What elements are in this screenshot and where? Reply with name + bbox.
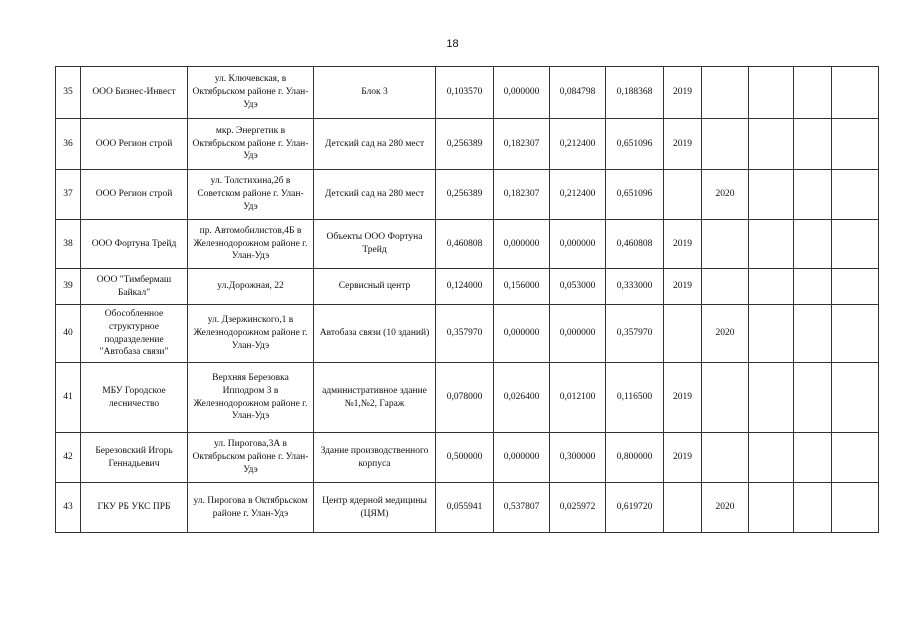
value-2-cell: 0,000000 (494, 305, 550, 363)
empty-cell (794, 170, 832, 220)
year-2019-cell: 2019 (664, 67, 702, 119)
year-2020-cell (702, 269, 749, 305)
table-row (56, 119, 879, 170)
organization-cell: ООО Бизнес-Инвест (81, 67, 188, 119)
empty-cell (749, 67, 794, 119)
empty-cell (832, 483, 879, 533)
row-number-cell: 35 (56, 67, 81, 119)
value-3-cell: 0,000000 (550, 220, 606, 269)
value-3-cell: 0,000000 (550, 305, 606, 363)
value-1-cell: 0,103570 (436, 67, 494, 119)
address-cell: ул. Толстихина,2б в Советском районе г. Улан-Удэ (188, 170, 314, 220)
value-2-cell: 0,182307 (494, 119, 550, 170)
object-cell: Сервисный центр (314, 269, 436, 305)
year-2019-cell (664, 483, 702, 533)
organization-cell: МБУ Городское лесничество (81, 363, 188, 433)
year-2020-cell (702, 220, 749, 269)
table-row (56, 433, 879, 483)
row-number-cell: 43 (56, 483, 81, 533)
address-cell: Верхняя Березовка Ипподром 3 в Железнодорожном районе г. Улан-Удэ (188, 363, 314, 433)
empty-cell (832, 363, 879, 433)
object-cell: Здание производственного корпуса (314, 433, 436, 483)
value-4-cell: 0,333000 (606, 269, 664, 305)
empty-cell (832, 433, 879, 483)
address-cell: пр. Автомобилистов,4Б в Железнодорожном районе г. Улан-Удэ (188, 220, 314, 269)
address-cell: мкр. Энергетик в Октябрьском районе г. Улан-Удэ (188, 119, 314, 170)
value-4-cell: 0,116500 (606, 363, 664, 433)
value-2-cell: 0,026400 (494, 363, 550, 433)
value-2-cell: 0,000000 (494, 67, 550, 119)
value-1-cell: 0,357970 (436, 305, 494, 363)
year-2019-cell: 2019 (664, 220, 702, 269)
row-number-cell: 42 (56, 433, 81, 483)
table-row (56, 170, 879, 220)
value-1-cell: 0,078000 (436, 363, 494, 433)
table-row (56, 67, 879, 119)
value-1-cell: 0,460808 (436, 220, 494, 269)
year-2020-cell (702, 433, 749, 483)
organization-cell: ГКУ РБ УКС ПРБ (81, 483, 188, 533)
empty-cell (749, 170, 794, 220)
year-2019-cell (664, 305, 702, 363)
value-4-cell: 0,357970 (606, 305, 664, 363)
table-row (56, 305, 879, 363)
value-4-cell: 0,800000 (606, 433, 664, 483)
empty-cell (794, 433, 832, 483)
value-4-cell: 0,651096 (606, 119, 664, 170)
year-2020-cell (702, 363, 749, 433)
empty-cell (794, 269, 832, 305)
table-body (56, 67, 879, 533)
value-3-cell: 0,084798 (550, 67, 606, 119)
year-2020-cell: 2020 (702, 483, 749, 533)
empty-cell (794, 483, 832, 533)
empty-cell (832, 305, 879, 363)
value-3-cell: 0,212400 (550, 119, 606, 170)
empty-cell (794, 363, 832, 433)
year-2019-cell: 2019 (664, 119, 702, 170)
year-2020-cell (702, 119, 749, 170)
empty-cell (749, 119, 794, 170)
year-2020-cell: 2020 (702, 305, 749, 363)
row-number-cell: 37 (56, 170, 81, 220)
empty-cell (749, 483, 794, 533)
page-number: 18 (446, 38, 459, 50)
empty-cell (749, 269, 794, 305)
empty-cell (794, 67, 832, 119)
value-2-cell: 0,000000 (494, 433, 550, 483)
organization-cell: Обособленное структурное подразделение "Автобаза связи" (81, 305, 188, 363)
organization-cell: ООО Регион строй (81, 119, 188, 170)
empty-cell (794, 220, 832, 269)
table-row (56, 483, 879, 533)
organization-cell: ООО Регион строй (81, 170, 188, 220)
row-number-cell: 38 (56, 220, 81, 269)
year-2020-cell: 2020 (702, 170, 749, 220)
value-4-cell: 0,188368 (606, 67, 664, 119)
address-cell: ул. Ключевская, в Октябрьском районе г. Улан-Удэ (188, 67, 314, 119)
value-1-cell: 0,124000 (436, 269, 494, 305)
empty-cell (749, 220, 794, 269)
address-cell: ул. Пирогова,3А в Октябрьском районе г. Улан-Удэ (188, 433, 314, 483)
year-2019-cell (664, 170, 702, 220)
empty-cell (749, 363, 794, 433)
object-cell: административное здание №1,№2, Гараж (314, 363, 436, 433)
object-cell: Автобаза связи (10 зданий) (314, 305, 436, 363)
object-cell: Объекты ООО Фортуна Трейд (314, 220, 436, 269)
object-cell: Блок 3 (314, 67, 436, 119)
organization-cell: ООО "Тимбермаш Байкал" (81, 269, 188, 305)
empty-cell (832, 170, 879, 220)
value-2-cell: 0,537807 (494, 483, 550, 533)
value-2-cell: 0,000000 (494, 220, 550, 269)
value-3-cell: 0,025972 (550, 483, 606, 533)
value-1-cell: 0,055941 (436, 483, 494, 533)
row-number-cell: 41 (56, 363, 81, 433)
address-cell: ул. Пирогова в Октябрьском районе г. Улан-Удэ (188, 483, 314, 533)
value-1-cell: 0,256389 (436, 119, 494, 170)
empty-cell (749, 433, 794, 483)
object-cell: Детский сад на 280 мест (314, 119, 436, 170)
row-number-cell: 40 (56, 305, 81, 363)
empty-cell (832, 269, 879, 305)
year-2019-cell: 2019 (664, 363, 702, 433)
empty-cell (794, 305, 832, 363)
empty-cell (749, 305, 794, 363)
year-2019-cell: 2019 (664, 269, 702, 305)
value-1-cell: 0,500000 (436, 433, 494, 483)
row-number-cell: 39 (56, 269, 81, 305)
value-4-cell: 0,619720 (606, 483, 664, 533)
address-cell: ул.Дорожная, 22 (188, 269, 314, 305)
value-1-cell: 0,256389 (436, 170, 494, 220)
value-4-cell: 0,460808 (606, 220, 664, 269)
empty-cell (832, 67, 879, 119)
organization-cell: Березовский Игорь Геннадьевич (81, 433, 188, 483)
address-cell: ул. Дзержинского,1 в Железнодорожном районе г. Улан-Удэ (188, 305, 314, 363)
row-number-cell: 36 (56, 119, 81, 170)
value-3-cell: 0,212400 (550, 170, 606, 220)
value-2-cell: 0,156000 (494, 269, 550, 305)
value-3-cell: 0,300000 (550, 433, 606, 483)
year-2019-cell: 2019 (664, 433, 702, 483)
value-3-cell: 0,053000 (550, 269, 606, 305)
year-2020-cell (702, 67, 749, 119)
organization-cell: ООО Фортуна Трейд (81, 220, 188, 269)
value-3-cell: 0,012100 (550, 363, 606, 433)
table-row (56, 363, 879, 433)
object-cell: Детский сад на 280 мест (314, 170, 436, 220)
value-4-cell: 0,651096 (606, 170, 664, 220)
value-2-cell: 0,182307 (494, 170, 550, 220)
table-row (56, 220, 879, 269)
object-cell: Центр ядерной медицины (ЦЯМ) (314, 483, 436, 533)
empty-cell (832, 119, 879, 170)
connections-table (55, 66, 879, 533)
empty-cell (794, 119, 832, 170)
empty-cell (832, 220, 879, 269)
table-row (56, 269, 879, 305)
